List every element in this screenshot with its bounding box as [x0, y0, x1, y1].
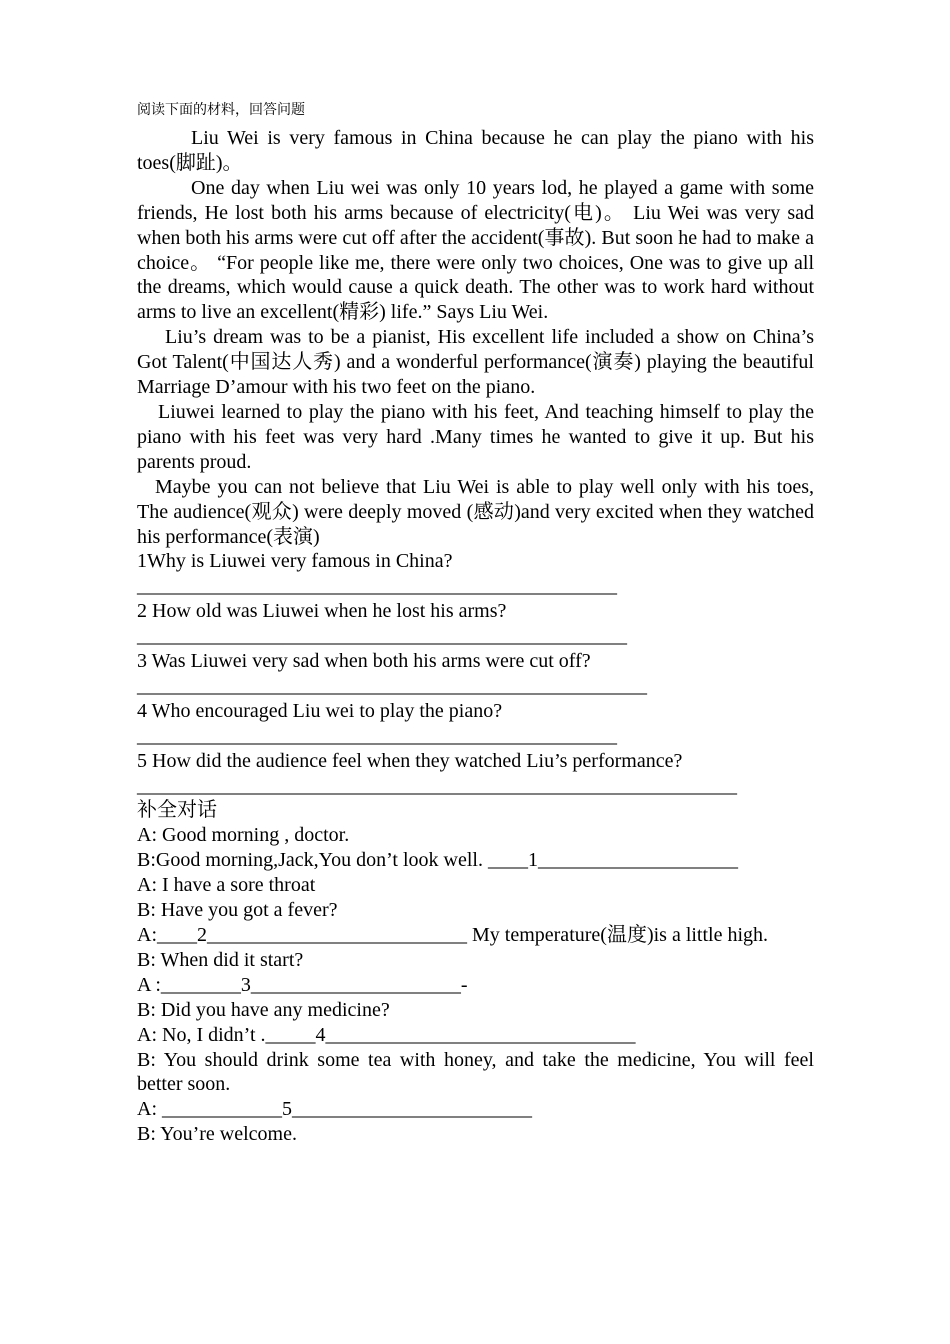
dialogue-line[interactable]: A :________3_____________________- [137, 973, 468, 996]
answer-blank-1[interactable]: ________________________________________________ [137, 575, 617, 598]
passage-paragraph-5: Maybe you can not believe that Liu Wei is able to play well only with his toes, The audience(观众) were deeply moved (感动)and very excited when they watched his performance(表演) [137, 475, 814, 548]
answer-blank-2[interactable]: _________________________________________________ [137, 625, 627, 648]
question-1: 1Why is Liuwei very famous in China? [137, 550, 453, 573]
dialogue-line: B: You should drink some tea with honey, and take the medicine, You will feel better soon. [137, 1048, 814, 1096]
passage-paragraph-1: Liu Wei is very famous in China because he can play the piano with his toes(脚趾)。 [137, 127, 814, 174]
dialogue-line: A: Good morning , doctor. [137, 824, 350, 847]
question-5: 5 How did the audience feel when they watched Liu’s performance? [137, 749, 683, 772]
dialogue-line: B: When did it start? [137, 948, 304, 971]
passage-paragraph-2: One day when Liu wei was only 10 years lod, he played a game with some friends, He lost both his arms because of electricity(电)。 Liu Wei was very sad when both his arms were cut off after the accident(事故). But soon he had to make a choice。 “For people like me, there were only two choices, One was to give up all the dreams, which would cause a quick death. The other was to work hard without arms to live an excellent(精彩) life.” Says Liu Wei. [137, 176, 814, 324]
passage-paragraph-3: Liu’s dream was to be a pianist, His excellent life included a show on China’s Got Talent(中国达人秀) and a wonderful performance(演奏) playing the beautiful Marriage D’amour with his two feet on the piano. [137, 326, 814, 399]
dialogue-line[interactable]: A:____2__________________________ My temperature(温度)is a little high. [137, 924, 769, 946]
dialogue-line[interactable]: B:Good morning,Jack,You don’t look well. ____1____________________ [137, 849, 738, 872]
reading-instruction: 阅读下面的材料，回答问题 [137, 103, 305, 118]
dialogue-line: B: You’re welcome. [137, 1123, 297, 1146]
dialogue-line: B: Did you have any medicine? [137, 998, 390, 1021]
dialogue-line[interactable]: A: ____________5________________________ [137, 1098, 532, 1121]
dialogue-line: A: I have a sore throat [137, 874, 316, 897]
answer-blank-4[interactable]: ________________________________________________ [137, 724, 617, 747]
question-4: 4 Who encouraged Liu wei to play the piano? [137, 699, 503, 722]
question-2: 2 How old was Liuwei when he lost his arms? [137, 600, 507, 623]
dialogue-line: B: Have you got a fever? [137, 899, 338, 922]
answer-blank-5[interactable]: ____________________________________________________________ [137, 774, 737, 797]
passage-paragraph-4: Liuwei learned to play the piano with his feet, And teaching himself to play the piano with his feet was very hard .Many times he wanted to give it up. But his parents proud. [137, 400, 814, 473]
document-page [137, 102, 814, 1147]
dialogue-line[interactable]: A: No, I didn’t ._____4_______________________________ [137, 1023, 636, 1046]
question-3: 3 Was Liuwei very sad when both his arms were cut off? [137, 650, 591, 673]
answer-blank-3[interactable]: ___________________________________________________ [137, 674, 647, 697]
dialogue-title: 补全对话 [137, 799, 217, 822]
